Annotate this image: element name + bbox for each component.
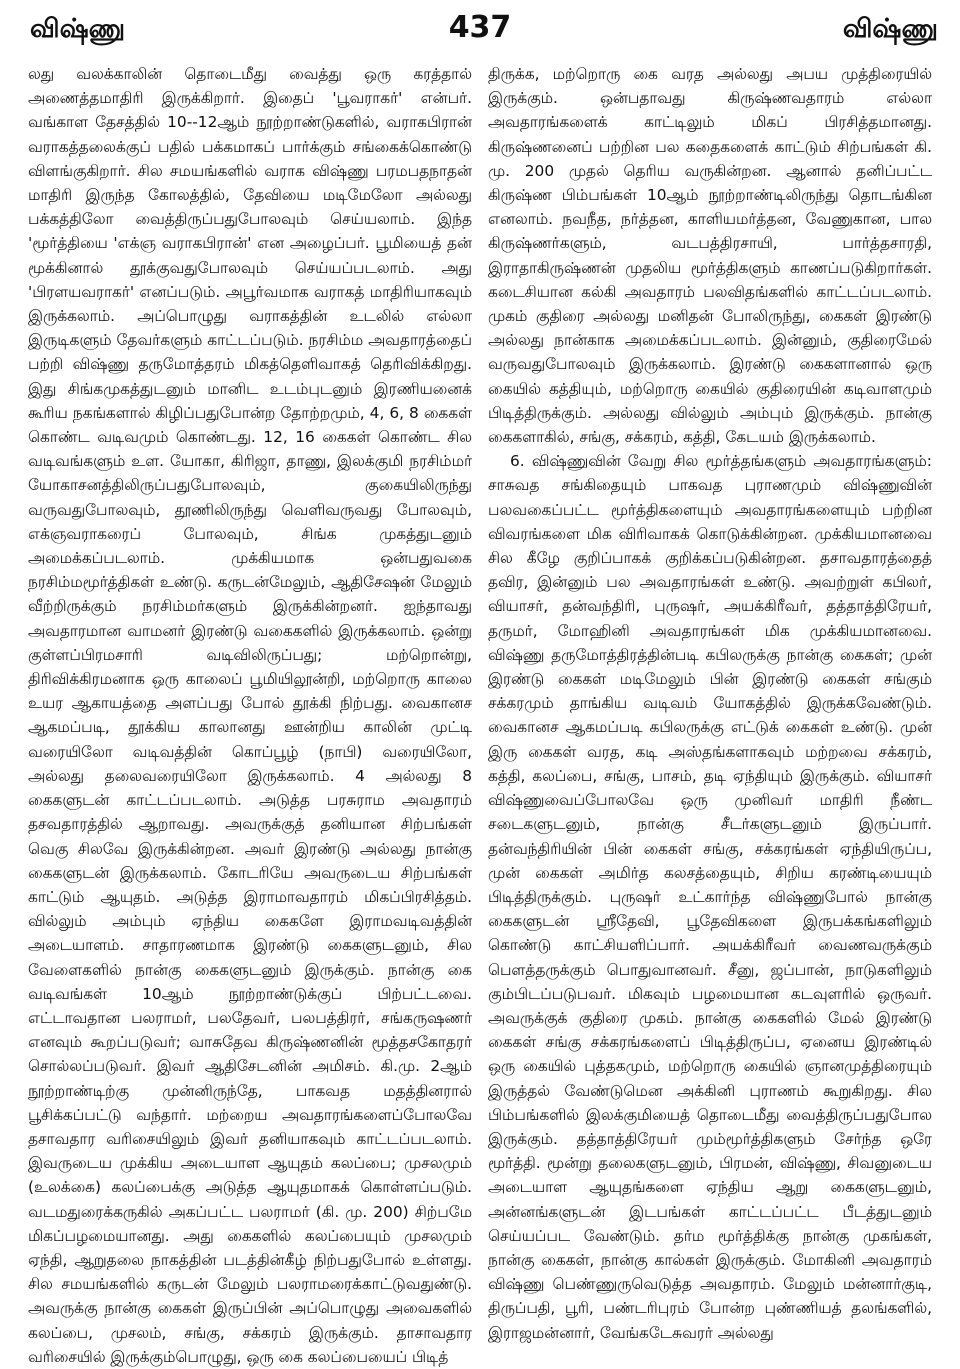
left-column (28, 62, 472, 1369)
right-paragraph-2: 6. விஷ்ணுவின் வேறு சில மூர்த்தங்களும் அவதாரங்களும்: சாசுவத சங்கிதையும் பாகவத புராணமும் விஷ்ணுவின் பலவகைப்பட்ட மூர்த்திகளையும் அவதாரங்களையும் பற்றின விவரங்களை மிக விரிவாகக் கொடுக்கின்றன. முக்கியமானவை சில கீழே குறிப்பாகக் குறிக்கப்படுகின்றன. தசாவதாரத்தைத் தவிர, இன்னும் பல அவதாரங்கள் உண்டு. அவற்றுள் கபிலர், வியாசர், தன்வந்திரி, புருஷர், அயக்கிரீவர், தத்தாத்திரேயர், தருமர், மோஹினி அவதாரங்கள் மிக முக்கியமானவை. விஷ்ணு தருமோத்திரத்தின்படி கபிலருக்கு நான்கு கைகள்; முன் இரண்டு கைகள் மடிமேலும் பின் இரண்டு கைகள் சங்கும் சக்கரமும் தாங்கிய வடிவம் யோகத்தில் இருக்கவேண்டும். வைகானச ஆகமப்படி கபிலருக்கு எட்டுக் கைகள் உண்டு. முன் இரு கைகள் வரத, கடி அஸ்தங்களாகவும் மற்றவை சக்கரம், கத்தி, கலப்பை, சங்கு, பாசம், தடி ஏந்தியும் இருக்கும். வியாசர் விஷ்ணுவைப்போலவே ஒரு முனிவர் மாதிரி நீண்ட சடைகளுடனும், நான்கு சீடர்களுடனும் இருப்பார். தன்வந்திரியின் பின் கைகள் சங்கு, சக்கரங்கள் ஏந்தியிருப்ப, முன் கைகள் அமிர்த கலசத்தையும், சிறிய கரண்டியையும் பிடித்திருக்கும். புருஷர் உட்கார்ந்த விஷ்ணுபோல் நான்கு கைகளுடன் ஸ்ரீதேவி, பூதேவிகளை இருபக்கங்களிலும் கொண்டு காட்சியளிப்பார். அயக்கிரீவர் வைணவருக்கும் பௌத்தருக்கும் பொதுவானவர். சீனு, ஜப்பான், நாடுகளிலும் கும்பிடப்படுபவர். மிகவும் பழமையான கடவுளரில் ஒருவர். அவருக்குக் குதிரை முகம். நான்கு கைகளில் மேல் இரண்டு கைகள் சங்கு சக்கரங்களைப் பிடித்திருப்ப, ஏனைய இரண்டில் ஒரு கையில் புத்தகமும், மற்றொரு கையில் ஞானமுத்திரையும் இருத்தல் வேண்டுமென அக்கினி புராணம் கூறுகிறது. சில பிம்பங்களில் இலக்குமியைத் தொடைமீது வைத்திருப்பதுபோல இருக்கும். தத்தாத்திரேயர் மும்மூர்த்திகளும் சேர்ந்த ஒரே மூர்த்தி. மூன்று தலைகளுடனும், பிரமன், விஷ்ணு, சிவனுடைய அடையாள ஆயுதங்களை ஏந்திய ஆறு கைகளுடனும், அன்னங்களுடன் இடபங்கள் காட்டப்பட்ட பீடத்துடனும் செய்யப்பட வேண்டும். தர்ம மூர்த்திக்கு நான்கு முகங்கள், நான்கு கைகள், நான்கு கால்கள் இருக்கும். மோகினி அவதாரம் விஷ்ணு பெண்ணுருவெடுத்த அவதாரம். மேலும் மன்னார்குடி, திருப்பதி, பூரி, பண்டரிபுரம் போன்ற புண்ணியத் தலங்களில், இராஜமன்னார், வேங்கடேசுவரர் அல்லது (488, 452, 932, 1342)
page-number: 437 (448, 10, 512, 45)
left-paragraph-1: லது வலக்காலின் தொடைமீது வைத்து ஒரு கரத்தால் அணைத்தமாதிரி இருக்கிறார். இதைப் 'பூவராகர்' என்பர். வங்காள தேசத்தில் 10--12ஆம் நூற்றாண்டுகளில், வராகபிரான் வராகத்தலைக்குப் பதில் பக்கமாகப் பார்க்கும் சங்கைக்கொண்டு விளங்குகிறார். சில சமயங்களில் வராக விஷ்ணு பரமபதநாதன் மாதிரி இருந்த கோலத்தில், தேவியை மடிமேலோ அல்லது பக்கத்திலோ வைத்திருப்பதுபோலவும் செய்யலாம். இந்த 'மூர்த்தியை 'எக்ஞ வராகபிரான்' என அழைப்பர். பூமியைத் தன் மூக்கினால் தூக்குவதுபோலவும் செய்யப்படலாம். அது 'பிரளயவராகர்' எனப்படும். அபூர்வமாக வராகத் மாதிரியாகவும் இருக்கலாம். அப்பொழுது வராகத்தின் உடலில் எல்லா இருடிகளும் தேவர்களும் காட்டப்படும். நரசிம்ம அவதாரத்தைப் பற்றி விஷ்ணு தருமோத்தரம் மிகத்தெளிவாகத் தெரிவிக்கிறது. இது சிங்கமுகத்துடனும் மானிட உடம்புடனும் இரணியனைக் கூரிய நகங்களால் கிழிப்பதுபோன்ற தோற்றமும், 4, 6, 8 கைகள் கொண்ட வடிவமும் கொண்டது. 12, 16 கைகள் கொண்ட சில வடிவங்களும் உள. யோகா, கிரிஜா, தாணு, இலக்குமி நரசிம்மர் யோகாசனத்திலிருப்பதுபோலவும், குகையிலிருந்து வருவதுபோலவும், தூணிலிருந்து வெளிவருவது போலவும், எக்ஞவராகரைப் போலவும், சிங்க முகத்துடனும் அமைக்கப்படலாம். முக்கியமாக ஒன்பதுவகை நரசிம்மமூர்த்திகள் உண்டு. கருடன்மேலும், ஆதிசேஷன் மேலும் வீற்றிருக்கும் நரசிம்மர்களும் இருக்கின்றனர். ஐந்தாவது அவதாரமான வாமனர் இரண்டு வகைகளில் இருக்கலாம். ஒன்று குள்ளப்பிரமசாரி வடிவிலிருப்பது; மற்றொன்று, திரிவிக்கிரமனாக ஒரு காலைப் பூமியிலூன்றி, மற்றொரு காலை உயர ஆகாயத்தை அளப்பது போல் தூக்கி நிற்பது. வைகானச ஆகமப்படி, தூக்கிய காலானது ஊன்றிய காலின் முட்டி வரையிலோ வடிவத்தின் கொப்பூழ் (நாபி) வரையிலோ, அல்லது தலைவரையிலோ இருக்கலாம். 4 அல்லது 8 கைகளுடன் காட்டப்படலாம். அடுத்த பரசுராம அவதாரம் தசவதாரத்தில் ஆறாவது. அவருக்குத் தனியான சிற்பங்கள் வெகு சிலவே இருக்கின்றன. அவர் இரண்டு அல்லது நான்கு கைகளுடன் இருக்கலாம். கோடரியே அவருடைய சிற்பங்கள் காட்டும் ஆயுதம். அடுத்த இராமாவதாரம் மிகப்பிரசித்தம். வில்லும் அம்பும் ஏந்திய கைகளே இராமவடிவத்தின் அடையாளம். சாதாரணமாக இரண்டு கைகளுடனும், சில வேளைகளில் நான்கு கைகளுடனும் இருக்கும். நான்கு கை வடிவங்கள் 10ஆம் நூற்றாண்டுக்குப் பிற்பட்டவை. எட்டாவதான பலராமர், பலதேவர், பலபத்திரர், சங்கருஷணர் எனவும் கூறப்படுவர்; வாசுதேவ கிருஷ்ணனின் மூத்தசகோதரர் சொல்லப்படுவர். இவர் ஆதிசேடனின் அமிசம். கி.மு. 2ஆம் நூற்றாண்டிற்கு முன்னிருந்தே, பாகவத மதத்தினரால் பூசிக்கப்பட்டு வந்தார். மற்றைய அவதாரங்களைப்போலவே தசாவதார வரிசையிலும் இவர் தனியாகவும் காட்டப்படலாம். இவருடைய முக்கிய அடையாள ஆயுதம் கலப்பை; முசலமும் (உலக்கை) கலப்பைக்கு அடுத்த ஆயுதமாகக் கொள்ளப்படும். வடமதுரைக்கருகில் அகப்பட்ட பலராமர் (கி. மு. 200) சிற்பமே மிகப்பழமையானது. அது கைகளில் கலப்பையும் முசலமும் ஏந்தி, ஆறுதலை நாகத்தின் படத்தின்கீழ் நிற்பதுபோல் உள்ளது. சில சமயங்களில் கருடன் மேலும் பலராமரைக்காட்டுவதுண்டு. அவருக்கு நான்கு கைகள் இருப்பின் அப்பொழுது அவைகளில் கலப்பை, முசலம், சங்கு, சக்கரம் இருக்கும். தாசாவதார வரிசையில் இருக்கும்பொழுது, ஒரு கை கலப்பையைப் பிடித் (28, 65, 472, 1366)
right-paragraph-1: திருக்க, மற்றொரு கை வரத அல்லது அபய முத்திரையில் இருக்கும். ஒன்பதாவது கிருஷ்ணவதாரம் எல்லா அவதாரங்களைக் காட்டிலும் மிகப் பிரசித்தமானது. கிருஷ்ணனைப் பற்றின பல கதைகளைக் காட்டும் சிற்பங்கள் கி. மு. 200 முதல் தெரிய வருகின்றன. ஆனால் தனிப்பட்ட கிருஷ்ண பிம்பங்கள் 10ஆம் நூற்றாண்டிலிருந்து தொடங்கின எனலாம். நவநீத, நர்த்தன, காளியமர்த்தன, வேணுகான, பால கிருஷ்ணர்களும், வடபத்திரசாயி, பார்த்தசாரதி, இராதாகிருஷ்ணன் முதலிய மூர்த்திகளும் காணப்படுகிறார்கள். கடைசியான கல்கி அவதாரம் பலவிதங்களில் காட்டப்படலாம். முகம் குதிரை அல்லது மனிதன் போலிருந்து, கைகள் இரண்டு அல்லது நான்காக அமைக்கப்படலாம். இன்னும், குதிரைமேல் வருவதுபோலவும் இருக்கலாம். இரண்டு கைகளானால் ஒரு கையில் கத்தியும், மற்றொரு கையில் குதிரையின் கடிவாளமும் பிடித்திருக்கும். அல்லது வில்லும் அம்பும் இருக்கும். நான்கு கைகளாகில், சங்கு, சக்கரம், கத்தி, கேடயம் இருக்கலாம். (488, 65, 932, 447)
running-header-right: விஷ்ணு (842, 14, 938, 44)
right-column (488, 62, 932, 1345)
running-header-left: விஷ்ணு (30, 14, 126, 44)
